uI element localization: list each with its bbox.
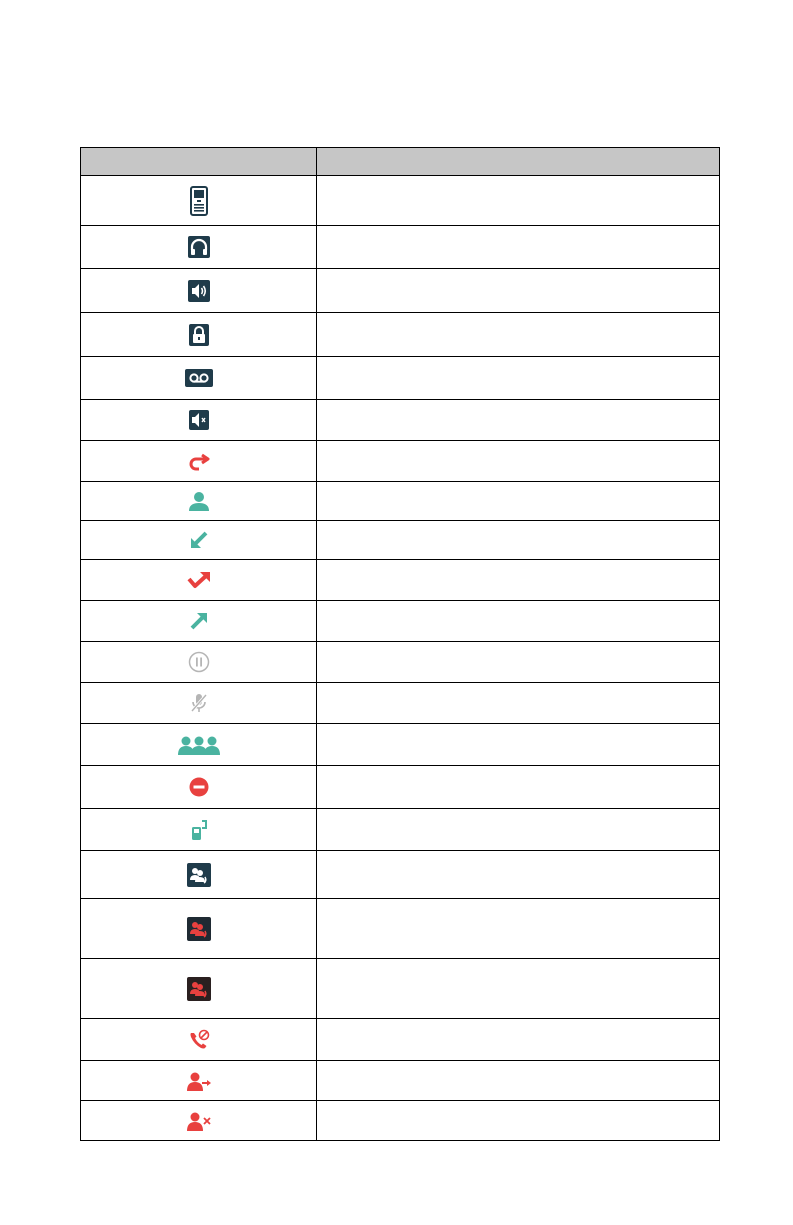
table-row	[81, 959, 720, 1019]
table-row	[81, 400, 720, 441]
icon-description	[317, 400, 720, 441]
mute-icon	[190, 692, 208, 714]
icon-description	[317, 1019, 720, 1061]
icon-description	[317, 226, 720, 269]
icon-description	[317, 441, 720, 482]
icon-description	[317, 482, 720, 521]
table-row	[81, 269, 720, 313]
call-park-alert-icon	[187, 917, 211, 941]
call-park-busy-icon	[187, 977, 211, 1001]
table-row	[81, 601, 720, 642]
icon-description	[317, 766, 720, 809]
icon-description	[317, 899, 720, 959]
table-row	[81, 441, 720, 482]
hold-icon	[188, 651, 210, 673]
icon-description	[317, 601, 720, 642]
contact-transfer-icon	[186, 1071, 212, 1091]
table-row	[81, 1061, 720, 1101]
auto-answer-icon	[191, 819, 207, 841]
icon-description	[317, 1101, 720, 1141]
table-row	[81, 899, 720, 959]
lock-icon	[189, 324, 209, 346]
table-row	[81, 560, 720, 601]
table-header-row	[81, 148, 720, 176]
icon-description	[317, 724, 720, 766]
icon-description	[317, 176, 720, 226]
table-row	[81, 176, 720, 226]
icon-description	[317, 521, 720, 560]
icon-description	[317, 560, 720, 601]
call-forward-icon	[188, 451, 210, 471]
table-row	[81, 482, 720, 521]
speaker-muted-icon	[189, 410, 209, 430]
contact-icon	[188, 491, 210, 511]
icon-reference-table	[80, 147, 720, 1141]
table-row	[81, 851, 720, 899]
missed-call-icon	[187, 570, 211, 590]
icon-description	[317, 1061, 720, 1101]
contact-remove-icon	[186, 1111, 212, 1131]
voicemail-icon	[185, 369, 213, 387]
header-description-column	[317, 148, 720, 176]
conference-icon	[178, 735, 220, 755]
table-row	[81, 1101, 720, 1141]
outgoing-call-icon	[189, 611, 209, 631]
table-row	[81, 683, 720, 724]
table-row	[81, 521, 720, 560]
table-row	[81, 313, 720, 357]
desk-phone-icon	[190, 186, 208, 216]
table-row	[81, 1019, 720, 1061]
table-row	[81, 357, 720, 400]
do-not-disturb-icon	[189, 777, 209, 797]
table-row	[81, 766, 720, 809]
table-row	[81, 642, 720, 683]
call-block-icon	[188, 1029, 210, 1051]
table-row	[81, 226, 720, 269]
icon-description	[317, 313, 720, 357]
icon-description	[317, 269, 720, 313]
speaker-icon	[188, 280, 210, 302]
call-park-icon	[187, 863, 211, 887]
table-row	[81, 809, 720, 851]
icon-description	[317, 683, 720, 724]
icon-description	[317, 959, 720, 1019]
icon-description	[317, 851, 720, 899]
icon-description	[317, 642, 720, 683]
icon-description	[317, 357, 720, 400]
incoming-call-icon	[189, 530, 209, 550]
icon-description	[317, 809, 720, 851]
table-row	[81, 724, 720, 766]
headset-icon	[188, 236, 210, 258]
header-icon-column	[81, 148, 317, 176]
